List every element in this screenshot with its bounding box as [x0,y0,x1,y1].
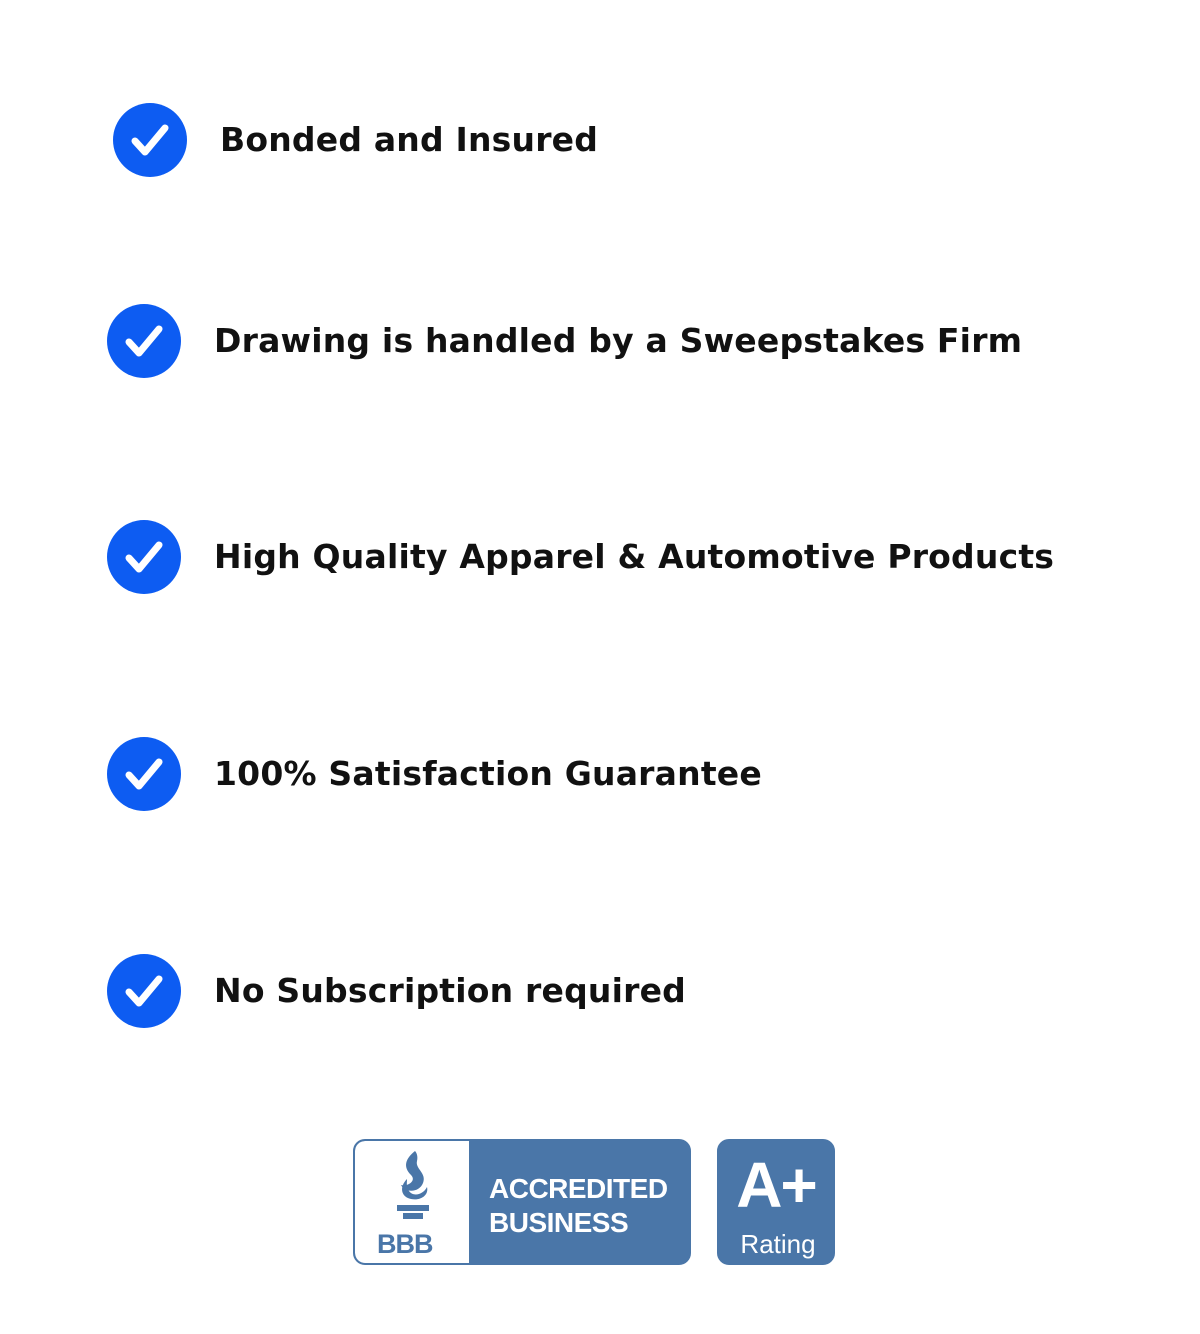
business-text: BUSINESS [489,1207,629,1238]
bbb-torch-icon [385,1149,441,1229]
feature-label: High Quality Apparel & Automotive Products [214,537,1055,576]
bbb-logo [355,1141,469,1263]
feature-label: No Subscription required [214,971,686,1010]
rating-grade: A+ [736,1149,816,1221]
bbb-rating-badge[interactable] [717,1139,835,1265]
feature-label: Bonded and Insured [220,120,599,159]
feature-label: Drawing is handled by a Sweepstakes Firm [214,321,1023,360]
check-circle-icon [107,737,181,811]
check-circle-icon [107,304,181,378]
feature-item [0,304,1200,384]
check-circle-icon [107,520,181,594]
feature-item [0,103,1200,183]
feature-item [0,737,1200,817]
check-circle-icon [107,954,181,1028]
rating-label: Rating [740,1229,816,1259]
feature-item [0,520,1200,600]
check-circle-icon [113,103,187,177]
bbb-accredited-badge[interactable] [353,1139,691,1265]
bbb-wordmark: BBB [377,1229,433,1259]
feature-label: 100% Satisfaction Guarantee [214,754,762,793]
feature-item [0,954,1200,1034]
accredited-text: ACCREDITED [489,1173,668,1204]
